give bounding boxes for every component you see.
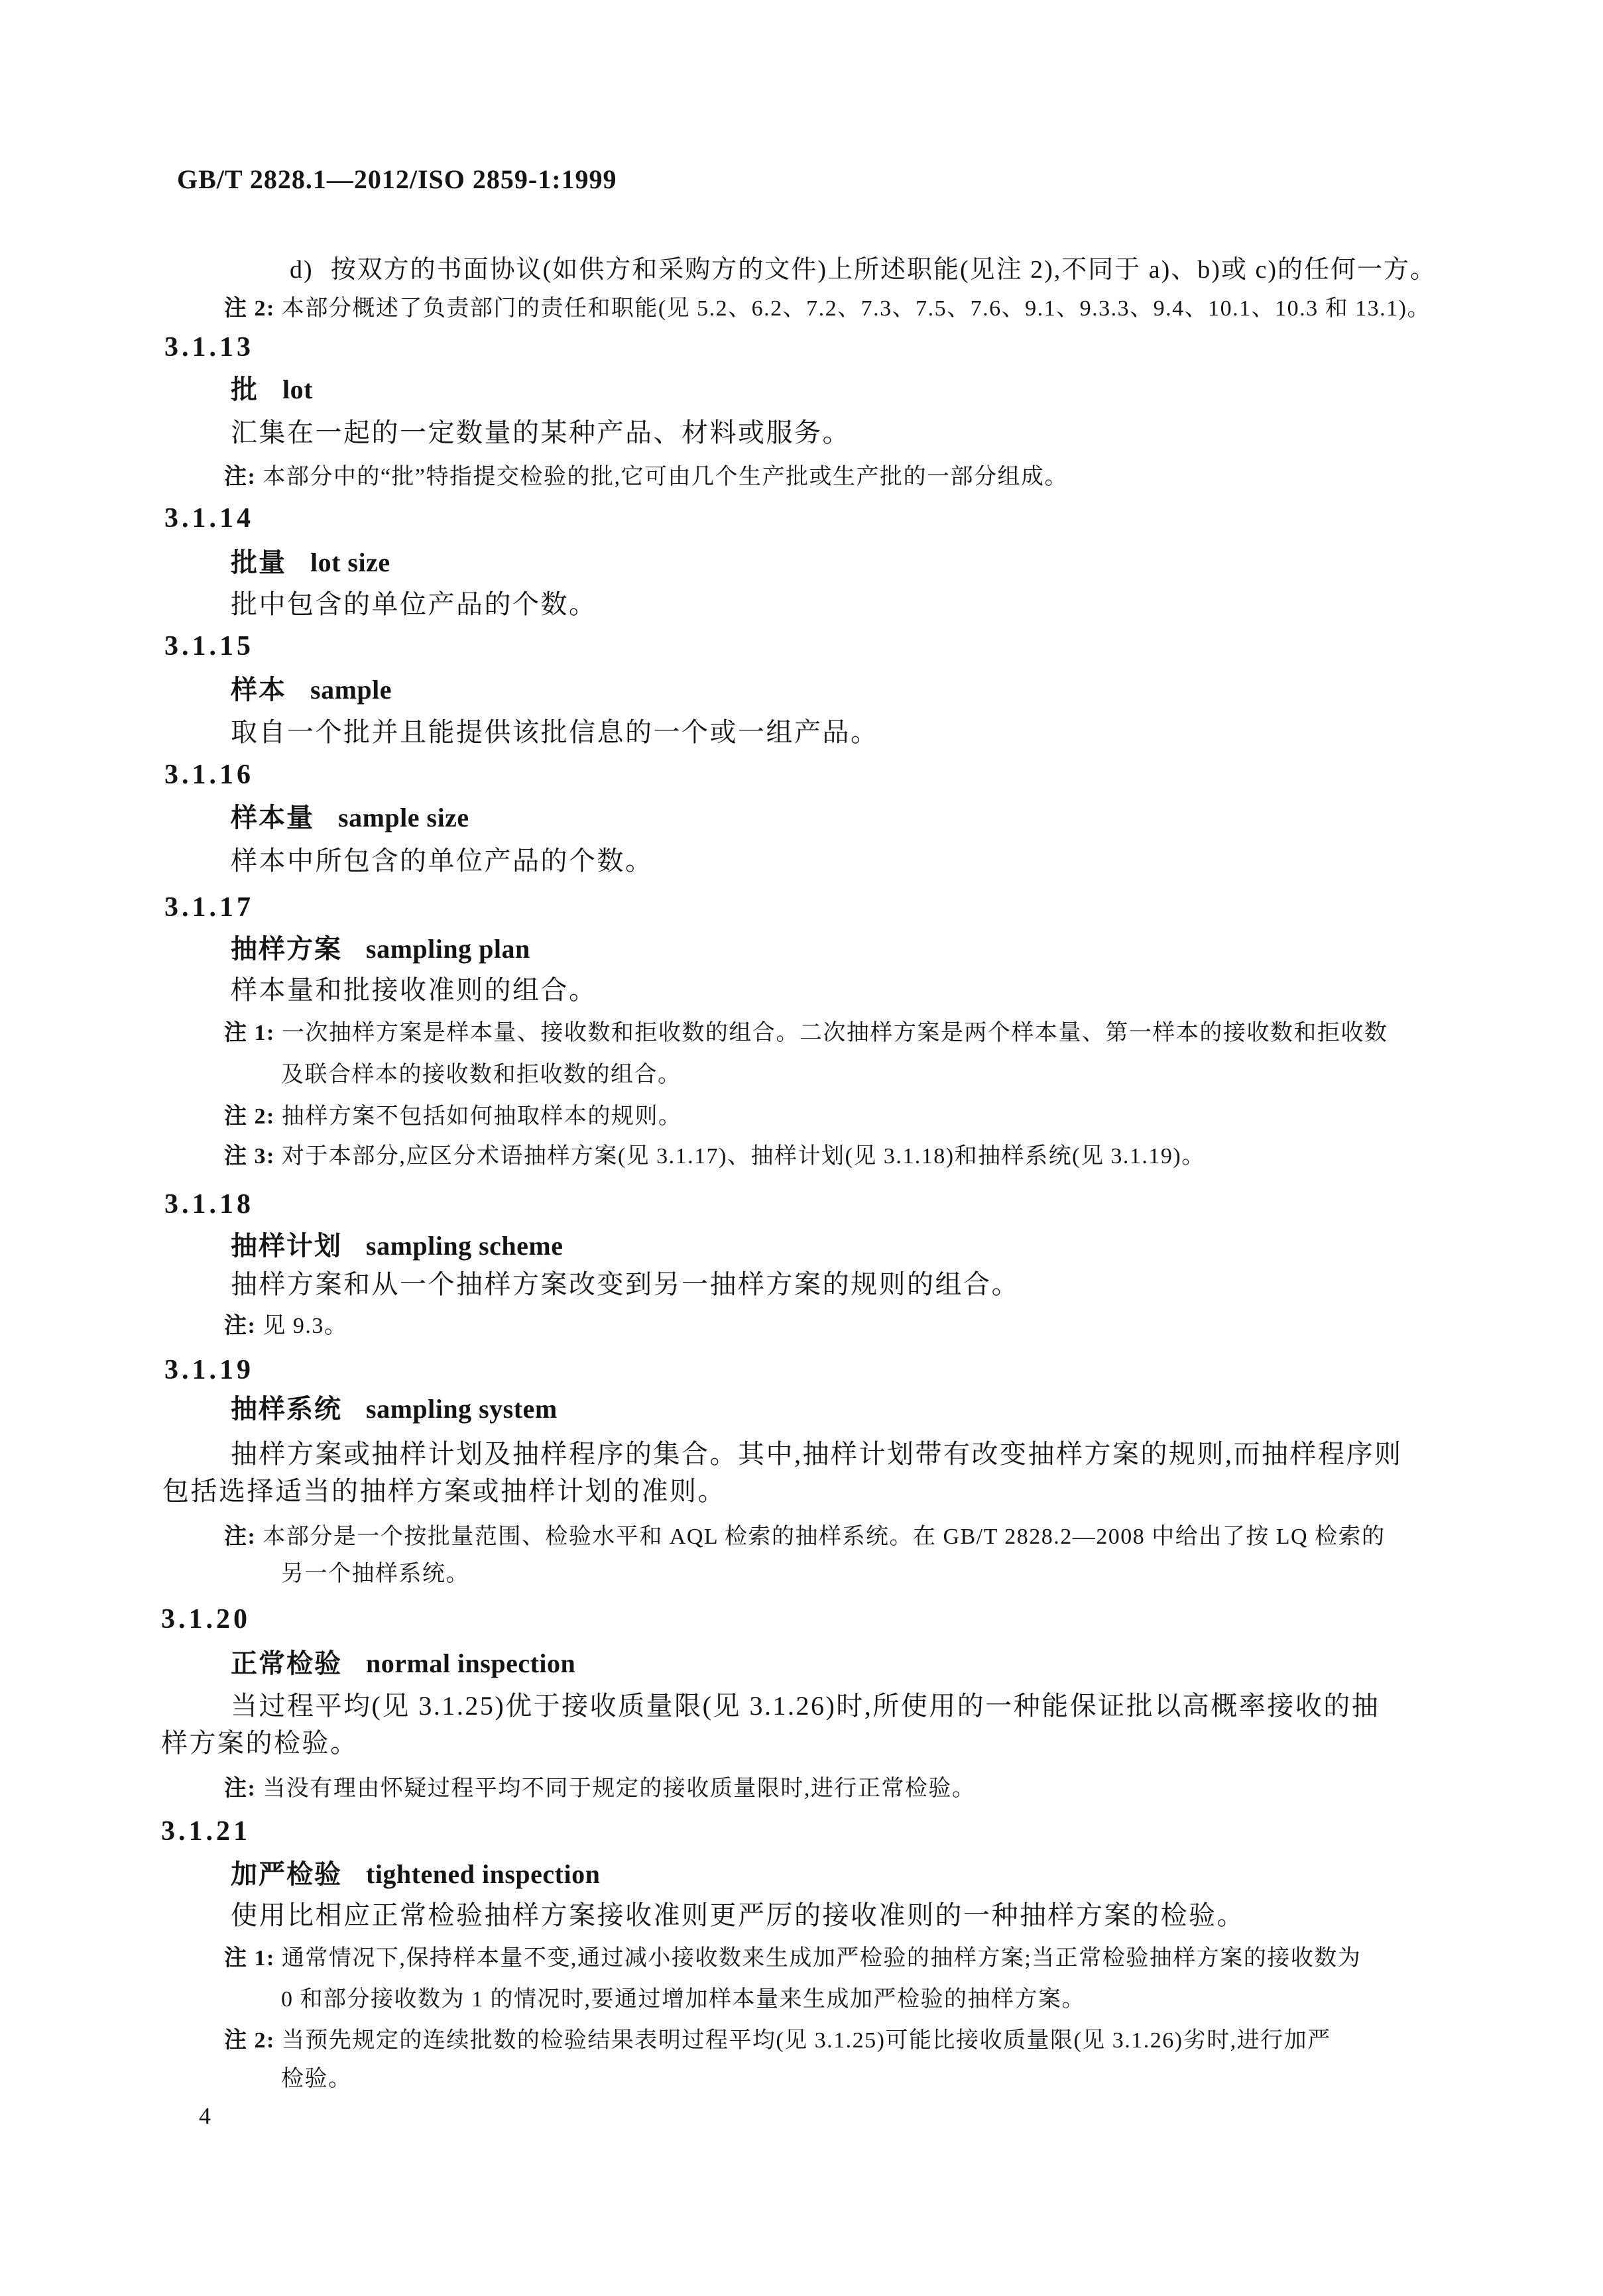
note-continuation: 及联合样本的接收数和拒收数的组合。: [281, 1062, 682, 1087]
list-item-d: [290, 256, 1437, 285]
note-label: 注 3:: [224, 1144, 275, 1169]
definition-line: 样本量和批接收准则的组合。: [231, 975, 597, 1005]
note-text: 抽样方案不包括如何抽取样本的规则。: [281, 1104, 682, 1129]
definition-line: 使用比相应正常检验抽样方案接收准则更严厉的接收准则的一种抽样方案的检验。: [231, 1900, 1245, 1930]
note-label: 注 2:: [224, 1104, 275, 1129]
note-label: 注 1:: [224, 1021, 275, 1045]
term-zh: 样本量: [231, 803, 314, 832]
definition-continuation: 样方案的检验。: [161, 1728, 359, 1758]
term-en: sampling scheme: [366, 1231, 564, 1261]
term-line: [231, 1231, 564, 1261]
definition-line: 抽样方案和从一个抽样方案改变到另一抽样方案的规则的组合。: [231, 1269, 1020, 1299]
term-line: [231, 803, 469, 833]
term-en: sample size: [338, 803, 469, 832]
section-number: 3.1.17: [164, 892, 254, 923]
note-continuation: 检验。: [281, 2067, 352, 2091]
page-number: 4: [199, 2102, 211, 2129]
note-label: 注:: [224, 1776, 257, 1801]
note-line: [224, 1104, 682, 1129]
term-zh: 抽样系统: [231, 1394, 342, 1424]
term-line: [231, 374, 313, 405]
note-line: [224, 1143, 1205, 1169]
term-en: normal inspection: [366, 1648, 576, 1678]
note-text: 本部分是一个按批量范围、检验水平和 AQL 检索的抽样系统。在 GB/T 2828.2—2008 中给出了按 LQ 检索的: [263, 1524, 1386, 1549]
list-item-d-label: d): [290, 256, 314, 284]
note-text: 一次抽样方案是样本量、接收数和拒收数的组合。二次抽样方案是两个样本量、第一样本的接收数和拒收数: [281, 1021, 1388, 1045]
term-line: [231, 1394, 558, 1424]
definition-line: 当过程平均(见 3.1.25)优于接收质量限(见 3.1.26)时,所使用的一种能保证批以高概率接收的抽: [231, 1691, 1380, 1721]
note-line: [224, 1524, 1386, 1550]
note-label: 注:: [224, 1314, 257, 1338]
note-line: [224, 1313, 347, 1339]
note-continuation: 0 和部分接收数为 1 的情况时,要通过增加样本量来生成加严检验的抽样方案。: [281, 1987, 1085, 2012]
note-label: 注 1:: [224, 1946, 275, 1971]
note-line: [224, 1020, 1388, 1046]
section-number: 3.1.19: [164, 1355, 254, 1385]
note-label: 注:: [224, 1524, 257, 1549]
term-en: lot: [282, 374, 313, 404]
term-en: sampling plan: [366, 934, 530, 964]
list-item-d-text: 按双方的书面协议(如供方和采购方的文件)上所述职能(见注 2),不同于 a)、b)或 c)的任何一方。: [330, 256, 1437, 284]
note-text: 本部分概述了负责部门的责任和职能(见 5.2、6.2、7.2、7.3、7.5、7.6、9.1、9.3.3、9.4、10.1、10.3 和 13.1)。: [281, 296, 1431, 321]
note-text: 当预先规定的连续批数的检验结果表明过程平均(见 3.1.25)可能比接收质量限(见 3.1.26)劣时,进行加严: [281, 2028, 1331, 2053]
note-label: 注:: [224, 465, 257, 489]
term-zh: 加严检验: [231, 1859, 342, 1889]
section-number: 3.1.13: [164, 332, 254, 363]
note-continuation: 另一个抽样系统。: [281, 1562, 469, 1586]
note-line: [224, 1945, 1361, 1971]
note-label: 注 2:: [224, 296, 275, 321]
note-text: 本部分中的“批”特指提交检验的批,它可由几个生产批或生产批的一部分组成。: [263, 465, 1069, 489]
note-label: 注 2:: [224, 2028, 275, 2053]
note-text: 通常情况下,保持样本量不变,通过减小接收数来生成加严检验的抽样方案;当正常检验抽样方案的接收数为: [281, 1946, 1362, 1971]
note-line: [224, 1776, 975, 1802]
definition-line: 抽样方案或抽样计划及抽样程序的集合。其中,抽样计划带有改变抽样方案的规则,而抽样程序则: [231, 1439, 1403, 1469]
term-en: sampling system: [366, 1394, 558, 1424]
note-line: [224, 2028, 1331, 2053]
term-en: sample: [310, 675, 392, 705]
section-number: 3.1.20: [161, 1604, 251, 1635]
term-line: [231, 547, 390, 578]
term-zh: 抽样方案: [231, 934, 342, 964]
term-zh: 样本: [231, 675, 286, 705]
note-line: [224, 464, 1068, 490]
section-number: 3.1.18: [164, 1189, 254, 1220]
definition-line: 取自一个批并且能提供该批信息的一个或一组产品。: [231, 717, 879, 747]
term-line: [231, 675, 392, 705]
definition-line: 批中包含的单位产品的个数。: [231, 589, 597, 619]
section-number: 3.1.21: [161, 1816, 251, 1847]
term-zh: 批量: [231, 547, 286, 577]
term-zh: 批: [231, 374, 259, 404]
term-line: [231, 1859, 600, 1890]
term-line: [231, 934, 530, 964]
note-text: 对于本部分,应区分术语抽样方案(见 3.1.17)、抽样计划(见 3.1.18)和抽样系统(见 3.1.19)。: [281, 1144, 1205, 1169]
definition-continuation: 包括选择适当的抽样方案或抽样计划的准则。: [162, 1476, 726, 1506]
definition-line: 汇集在一起的一定数量的某种产品、材料或服务。: [231, 418, 851, 447]
section-number: 3.1.15: [164, 631, 254, 661]
note-text: 见 9.3。: [263, 1314, 348, 1338]
term-en: tightened inspection: [366, 1859, 601, 1889]
section-number: 3.1.16: [164, 760, 254, 790]
intro-note-line: [224, 296, 1431, 321]
term-zh: 抽样计划: [231, 1231, 342, 1261]
definition-line: 样本中所包含的单位产品的个数。: [231, 846, 654, 876]
term-en: lot size: [310, 547, 390, 577]
note-text: 当没有理由怀疑过程平均不同于规定的接收质量限时,进行正常检验。: [263, 1776, 976, 1801]
term-line: [231, 1648, 575, 1679]
section-number: 3.1.14: [164, 503, 254, 534]
standard-number-header: GB/T 2828.1—2012/ISO 2859-1:1999: [177, 164, 617, 194]
term-zh: 正常检验: [231, 1648, 342, 1678]
